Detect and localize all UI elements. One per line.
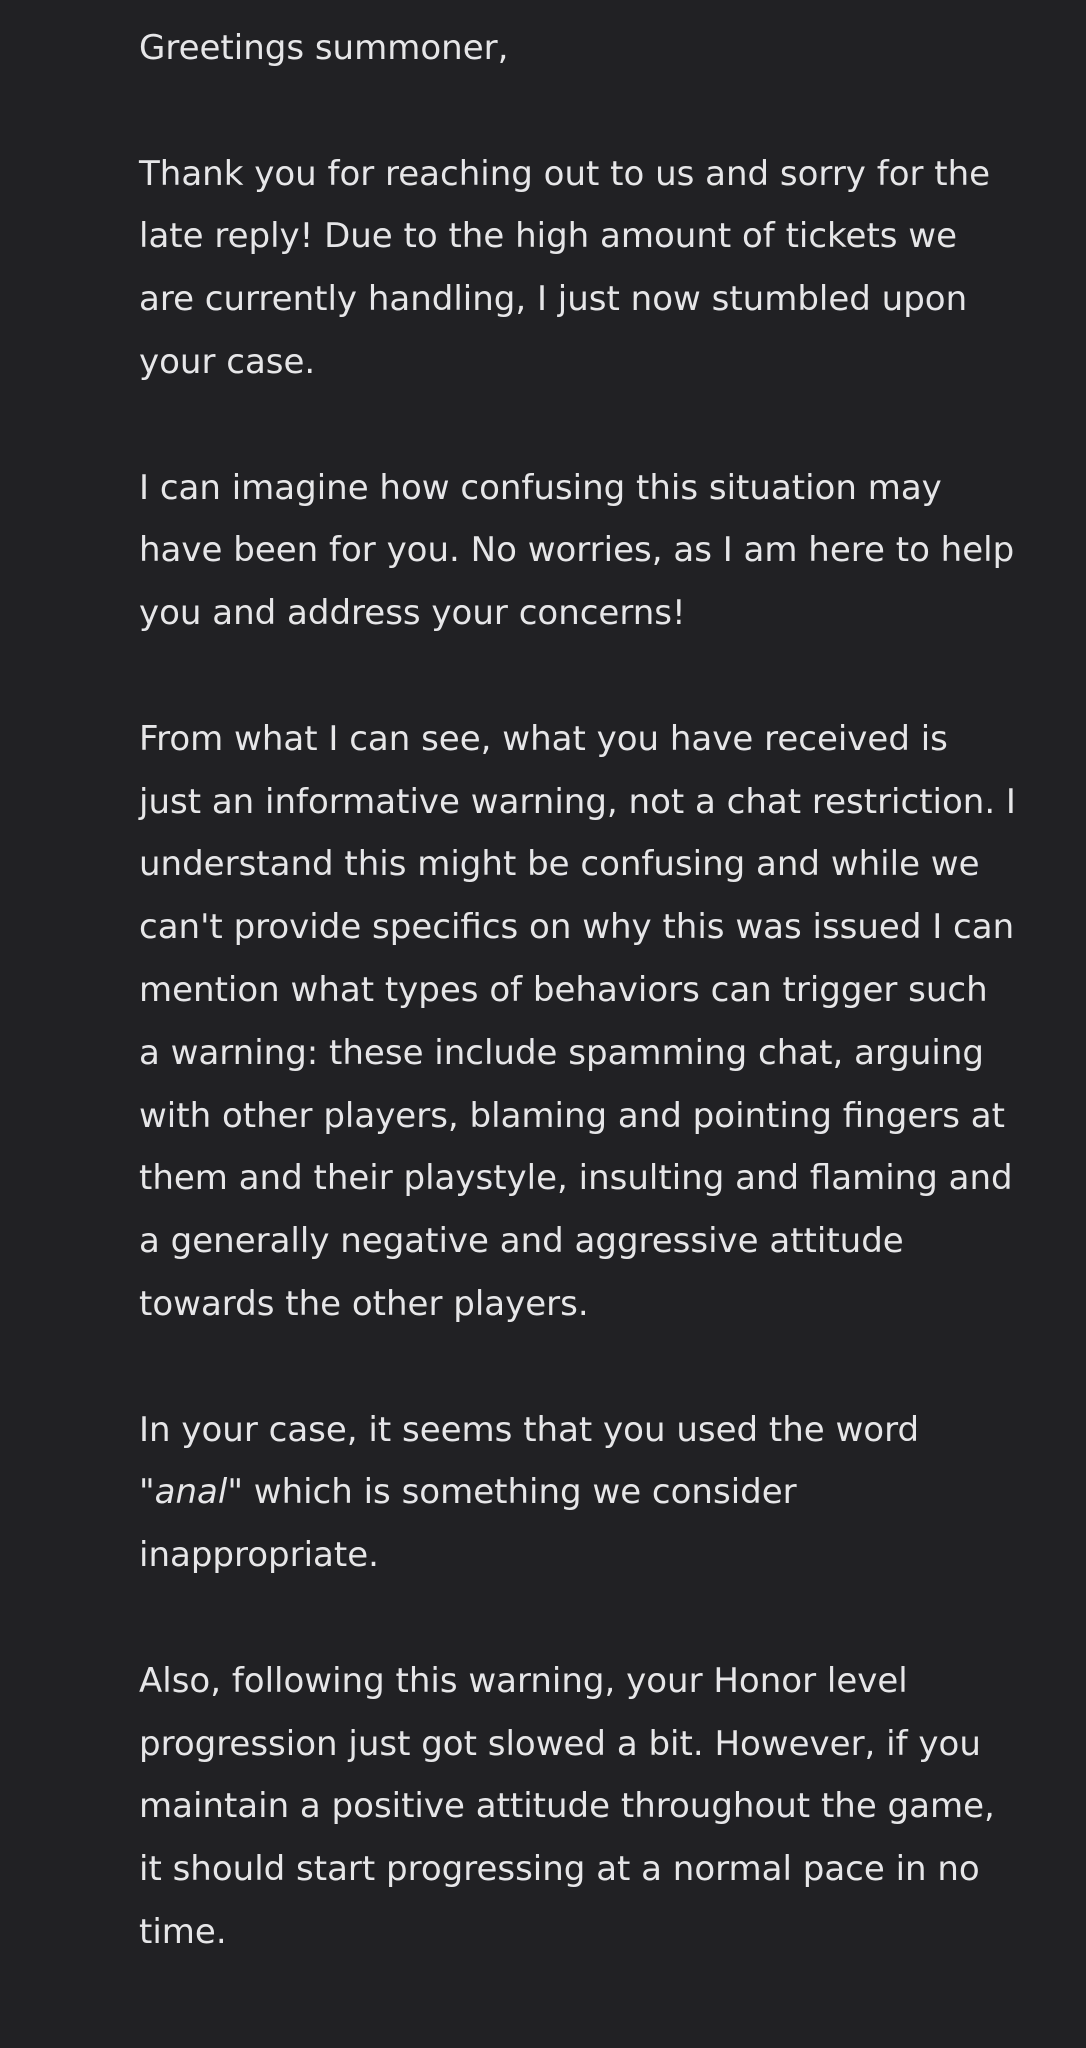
paragraph-honor-progression: Also, following this warning, your Honor level progression just got slowed a bit. However, if you maintain a positive attitude throughout the game, it should start progressing at a normal pace in no time.	[139, 1660, 995, 1952]
paragraph-reassurance: I can imagine how confusing this situation may have been for you. No worries, as I am here to help you and address your concerns!	[139, 467, 1015, 634]
case-detail-after: " which is something we consider inappropriate.	[139, 1472, 797, 1576]
paragraph-warning-explanation: From what I can see, what you have received is just an informative warning, not a chat restriction. I understand this might be confusing and while we can't provide specifics on why this was issued I can mention what types of behaviors can trigger such a warning: these include spamming chat, arguing with other players, blaming and pointing fingers at them and their playstyle, insulting and flaming and a generally negative and aggressive attitude towards the other players.	[139, 718, 1016, 1324]
paragraph-apology: Thank you for reaching out to us and sorry for the late reply! Due to the high amount of tickets we are currently handling, I just now stumbled upon your case.	[139, 153, 991, 382]
greeting-text: Greetings summoner,	[139, 28, 509, 68]
paragraph-case-detail	[139, 1399, 1019, 1587]
case-detail-before: In your case, it seems that you used the word "	[139, 1409, 920, 1513]
support-reply-message	[139, 0, 1019, 1964]
flagged-word: anal	[154, 1472, 228, 1513]
